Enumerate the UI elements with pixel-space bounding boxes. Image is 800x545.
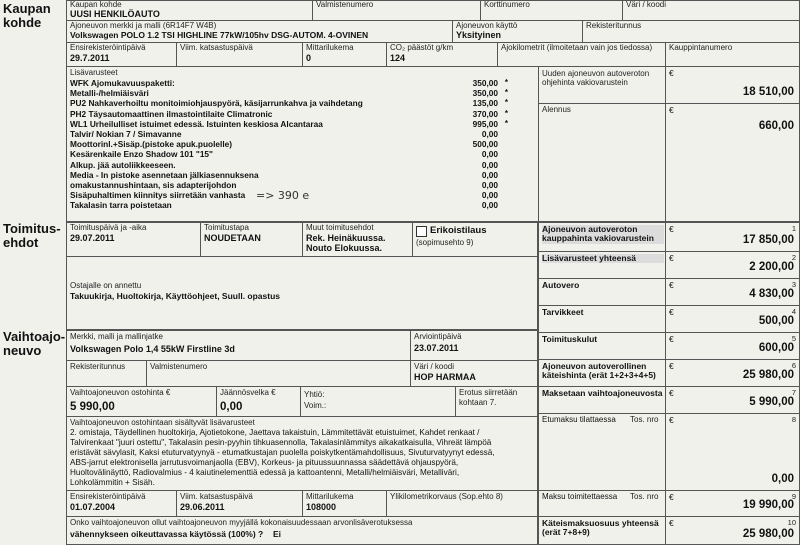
value-merkki: Volkswagen POLO 1.2 TSI HIGHLINE 77kW/105hv DSG-AUTOM. 4-OVINEN [70, 30, 369, 40]
summary-label: Ajoneuvon autoveroton kauppahinta vakiovarustein [542, 225, 664, 244]
accessory-price: 0,00 [481, 169, 498, 180]
label-toimituspaiva: Toimituspäivä ja -aika [70, 223, 147, 232]
summary-row [538, 359, 800, 386]
summary-value: 19 990,00 [742, 499, 794, 511]
accessory-price: 995,00 [472, 118, 498, 129]
label-uuden-hinta: Uuden ajoneuvon autoveroton ohjehinta vakiovarustein [542, 69, 650, 87]
value-ostajalle: Takuukirja, Huoltokirja, Käyttöohjeet, Suull. opastus [70, 291, 281, 301]
eur-symbol: € [669, 224, 674, 234]
value-co2: 124 [390, 53, 406, 63]
label-katsastus: Viim. katsastuspäivä [180, 43, 253, 52]
accessory-name: Sisäpuhaltimen kiinnitys siirretään vanhasta [70, 190, 246, 201]
label-merkki: Ajoneuvon merkki ja malli (6R14F7 W4B) [70, 21, 217, 30]
summary-row [538, 305, 800, 332]
value-mittari: 0 [306, 53, 312, 63]
section-title-toimitusehdot: Toimitus- ehdot [3, 221, 61, 250]
eur-symbol: € [669, 334, 674, 344]
label-vaihto-valmistenumero: Valmistenumero [150, 362, 208, 371]
label-co2: CO₂ päästöt g/km [390, 43, 454, 52]
value-vaihto-ensirek: 01.07.2004 [70, 502, 116, 512]
summary-row [538, 251, 800, 278]
label-ostajalle: Ostajalle on annettu [70, 281, 142, 290]
summary-label: Tarvikkeet [542, 307, 584, 317]
summary-row [538, 332, 800, 359]
accessory-price: 0,00 [481, 180, 498, 190]
summary-row-number: 4 [791, 307, 796, 316]
section-vaihtoajoneuvo [3, 330, 65, 357]
section-kaupan-kohde [3, 2, 51, 29]
accessory-price: 0,00 [481, 190, 498, 201]
value-vaihto-merkki: Volkswagen Polo 1,4 55kW Firstline 3d [70, 344, 235, 354]
summary-row-number: 8 [791, 415, 796, 424]
summary-label: Etumaksu tilattaessa [542, 415, 616, 424]
label-ylikilometri: Ylikilometrikorvaus (Sop.ehto 8) [390, 492, 503, 501]
label-arviointipaiva: Arviointipäivä [414, 332, 462, 341]
summary-row [538, 386, 800, 413]
label-vaihto-vari: Väri / koodi [414, 362, 455, 371]
summary-value: 500,00 [758, 315, 794, 327]
value-uuden-hinta: 18 510,00 [742, 86, 794, 98]
accessory-name: PU2 Nahkaverhoiltu monitoimiohjauspyörä, käsijarrunkahva ja vaihdetang [70, 98, 363, 109]
vaihto-accessory-line: ABS-jarrut elektronisella jarrutusvoimanjaolla (EBV), Korkeus- ja pituussuunnassa säädettävä ohjauspyörä, [70, 458, 459, 467]
summary-label: Käteismaksuosuus yhteensä (erät 7+8+9) [542, 518, 659, 538]
summary-row-number: 3 [791, 280, 796, 289]
accessory-price: 0,00 [481, 149, 498, 160]
summary-value: 600,00 [758, 342, 794, 354]
value-muut-1: Rek. Heinäkuussa. [306, 233, 386, 243]
summary-value: 0,00 [771, 473, 794, 485]
label-kaytto: Ajoneuvon käyttö [456, 21, 518, 30]
summary-row-number: 9 [791, 492, 796, 501]
summary-row-number: 7 [791, 388, 796, 397]
label-vaihto-mittari: Mittarilukema [306, 492, 354, 501]
label-voim: Voim.: [304, 401, 327, 410]
vaihto-accessory-line: Lohkolämmitin + Sisäh. [70, 478, 155, 487]
section-toimitusehdot [3, 222, 61, 249]
eur-symbol: € [669, 518, 674, 528]
vaihto-accessory-line: Huoltovälinäyttö, Radiovalmius - 4 kaiutinelementtiä edessä ja kattoantenni, Metalli/helmiäisväri, Metalliväri, [70, 468, 460, 477]
accessory-price: 0,00 [481, 129, 498, 139]
value-kaytto: Yksityinen [456, 30, 502, 40]
accessory-star: * [504, 98, 508, 108]
section-title-kaupan-kohde: Kaupan kohde [3, 1, 51, 30]
value-kaupan-kohde: UUSI HENKILÖAUTO [70, 9, 160, 19]
handwritten-note: => 390 e [256, 189, 310, 202]
label-vaihto-ensirek: Ensirekisteröintipäivä [70, 492, 146, 501]
label-erotus: Erotus siirretään [459, 388, 518, 397]
value-vaihto-katsastus: 29.06.2011 [180, 502, 225, 512]
label-vari: Väri / koodi [626, 0, 667, 9]
summary-value: 5 990,00 [749, 396, 794, 408]
accessory-name: Takalasin tarra poistetaan [70, 200, 172, 211]
accessory-name: PH2 Täysautomaattinen ilmastointilaite Climatronic [70, 108, 273, 119]
summary-row [538, 490, 800, 516]
value-ensirek: 29.7.2011 [70, 53, 110, 63]
label-mittari: Mittarilukema [306, 43, 354, 52]
value-alv-answer: Ei [273, 529, 282, 539]
label-alv-question-2: vähennykseen oikeuttavassa käytössä (100%) ? [70, 529, 264, 539]
summary-row-number: 2 [791, 253, 796, 262]
vaihto-accessory-line: eristävät sävylasit, Kaksi etuturvatyynyä - etumatkustajan puolella poiskytkentämahdollisuus, Sivuturvatyynyt edessä, [70, 448, 495, 457]
label-alv-question: Onko vaihtoajoneuvon ollut vaihtoajoneuvon myyjällä kokonaisuudessaan arvonlisäverotuksessa [70, 518, 413, 527]
summary-value: 25 980,00 [742, 369, 794, 381]
value-arviointipaiva: 23.07.2011 [414, 343, 459, 353]
eur-symbol: € [669, 253, 674, 263]
label-sopimusehto: (sopimusehto 9) [416, 238, 474, 247]
summary-row-number: 10 [787, 518, 796, 527]
eur-symbol: € [669, 280, 674, 290]
accessory-row [70, 99, 510, 109]
label-vaihto-katsastus: Viim. katsastuspäivä [180, 492, 253, 501]
value-ostohinta: 5 990,00 [70, 401, 115, 413]
summary-row-number: 6 [791, 361, 796, 370]
value-vaihto-vari: HOP HARMAA [414, 372, 476, 382]
value-muut-2: Nouto Elokuussa. [306, 243, 383, 253]
summary-row [538, 278, 800, 305]
label-ostohinta: Vaihtoajoneuvon ostohinta € [70, 388, 171, 397]
accessory-name: omakustannushintaan, sis adapterijohdon [70, 180, 237, 190]
label-vaihto-merkki: Merkki, malli ja mallinjatke [70, 332, 163, 341]
accessory-row [70, 201, 510, 211]
label-ajokilometrit: Ajokilometrit (ilmoitetaan vain jos tiedossa) [501, 43, 653, 52]
accessory-name: Media - In pistoke asennetaan jälkiasennuksena [70, 169, 259, 180]
summary-tos-label: Tos. nro [630, 415, 659, 424]
accessory-star: * [504, 108, 508, 118]
label-erikoistilaus: Erikoistilaus [430, 225, 487, 236]
summary-tos-label: Tos. nro [630, 492, 659, 501]
eur-symbol: € [669, 415, 674, 425]
accessory-name: WL1 Urheilulliset istuimet edessä. Istuinten keskiosa Alcantaraa [70, 118, 323, 129]
vaihto-accessory-line: 2. omistaja, Täydellinen huoltokirja, Ajotietokone, Jaettava takaistuin, Lämmitettävät etuistuimet, Kahdet renkaat / [70, 428, 480, 437]
label-muut-toimitusehdot: Muut toimitusehdot [306, 223, 374, 232]
value-toimituspaiva: 29.07.2011 [70, 233, 115, 243]
accessory-name: Talvir/ Nokian 7 / Simavanne [70, 129, 182, 139]
summary-label: Maksu toimitettaessa [542, 492, 618, 501]
eur-symbol: € [669, 388, 674, 398]
summary-value: 2 200,00 [749, 261, 794, 273]
label-jaannosvelka: Jäännösvelka € [220, 388, 276, 397]
label-alennus: Alennus [542, 105, 571, 114]
summary-value: 17 850,00 [742, 234, 794, 246]
label-sisaltyvat: Vaihtoajoneuvon ostohintaan sisältyvät lisävarusteet [70, 418, 255, 427]
eur-symbol: € [669, 105, 674, 115]
summary-label: Maksetaan vaihtoajoneuvosta [542, 388, 663, 398]
eur-symbol: € [669, 68, 674, 78]
summary-row [538, 222, 800, 251]
accessory-price: 135,00 [472, 98, 498, 109]
value-toimitustapa: NOUDETAAN [204, 233, 261, 243]
label-valmistenumero: Valmistenumero [316, 0, 374, 9]
accessory-price: 350,00 [472, 78, 498, 88]
label-erotus-sub: kohtaan 7. [459, 398, 497, 407]
summary-label: Ajoneuvon autoverollinen käteishinta (erät 1+2+3+4+5) [542, 361, 656, 381]
section-title-vaihtoajoneuvo: Vaihtoajo- neuvo [3, 329, 66, 358]
summary-row [538, 413, 800, 490]
summary-label: Autovero [542, 280, 580, 290]
label-yhtio: Yhtiö: [304, 390, 325, 399]
label-rekisteritunnus: Rekisteritunnus [586, 21, 642, 30]
label-kaupan-kohde: Kaupan kohde [70, 0, 122, 9]
label-toimitustapa: Toimitustapa [204, 223, 249, 232]
summary-label: Toimituskulut [542, 334, 598, 344]
label-vaihto-rekisteri: Rekisteritunnus [70, 362, 126, 371]
accessory-price: 500,00 [472, 139, 498, 150]
summary-value: 25 980,00 [742, 528, 794, 540]
accessory-star: * [504, 118, 508, 128]
label-lisavarusteet: Lisävarusteet [70, 68, 118, 77]
erikoistilaus-checkbox[interactable] [416, 226, 427, 237]
value-jaannosvelka: 0,00 [220, 401, 243, 413]
accessory-name: Kesärenkaile Enzo Shadow 101 "15" [70, 149, 213, 160]
accessory-star: * [504, 88, 508, 98]
label-ensirek: Ensirekisteröintipäivä [70, 43, 146, 52]
label-kauppinta: Kauppintanumero [669, 43, 733, 52]
accessory-price: 350,00 [472, 88, 498, 99]
summary-row-number: 1 [791, 224, 796, 233]
accessory-price: 0,00 [481, 159, 498, 170]
eur-symbol: € [669, 307, 674, 317]
accessory-name: WFK Ajomukavuuspaketti: [70, 78, 175, 88]
accessory-name: Moottorinl.+Sisäp.(pistoke apuk.puolelle) [70, 139, 233, 150]
label-korttinumero: Korttinumero [484, 0, 530, 9]
summary-row-number: 5 [791, 334, 796, 343]
vaihto-accessory-line: Talvirenkaat "juuri ostettu", Takalasin pesin-pyyhin tihkuasennolla, Takalasinlämmitys aikakatkaisulla, Vihreät lämpöä [70, 438, 492, 447]
accessory-row [70, 150, 510, 160]
summary-row [538, 516, 800, 545]
value-alennus: 660,00 [758, 120, 794, 132]
accessory-price: 370,00 [472, 108, 498, 119]
accessory-name: Alkup. jää autoliikkeeseen. [70, 159, 176, 170]
accessory-price: 0,00 [481, 200, 498, 211]
summary-label: Lisävarusteet yhteensä [542, 254, 664, 263]
accessory-star: * [504, 78, 508, 87]
eur-symbol: € [669, 361, 674, 371]
summary-value: 4 830,00 [749, 288, 794, 300]
eur-symbol: € [669, 492, 674, 502]
accessory-name: Metalli-/helmiäisväri [70, 88, 149, 99]
value-vaihto-mittari: 108000 [306, 502, 337, 512]
